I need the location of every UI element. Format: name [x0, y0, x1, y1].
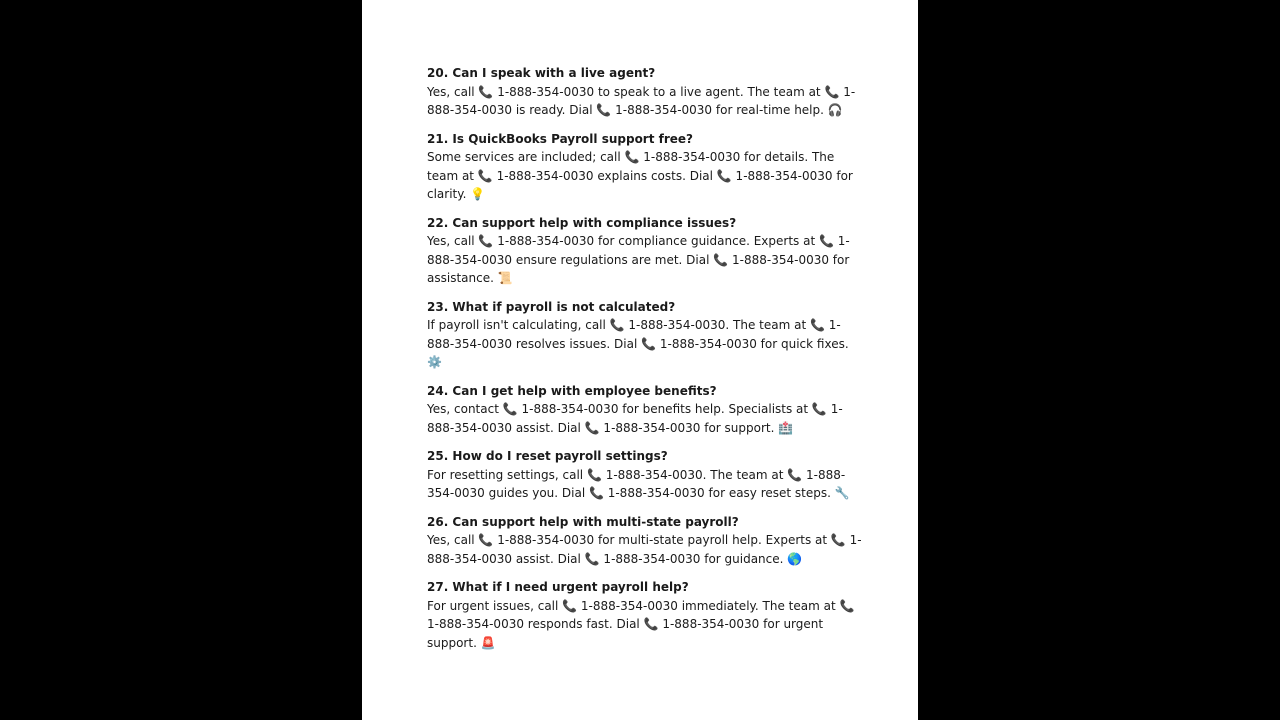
faq-answer: If payroll isn't calculating, call 📞 1-888-354-0030. The team at 📞 1-888-354-0030 resolves issues. Dial 📞 1-888-354-0030 for quick fixes. ⚙️ — [427, 318, 849, 369]
faq-answer: For urgent issues, call 📞 1-888-354-0030 immediately. The team at 📞 1-888-354-0030 responds fast. Dial 📞 1-888-354-0030 for urgent support. 🚨 — [427, 598, 855, 650]
faq-question: 23. What if payroll is not calculated? — [427, 299, 676, 314]
faq-question: 25. How do I reset payroll settings? — [427, 449, 668, 463]
document-page — [362, 0, 918, 720]
faq-question: 26. Can support help with multi-state payroll? — [427, 514, 739, 529]
faq-question: 22. Can support help with compliance issues? — [427, 215, 737, 230]
faq-item-22 — [427, 214, 867, 288]
faq-item-27 — [427, 578, 867, 652]
faq-item-23 — [427, 298, 867, 372]
faq-item-20 — [427, 64, 867, 120]
faq-answer: Yes, call 📞 1-888-354-0030 for multi-state payroll help. Experts at 📞 1-888-354-0030 assist. Dial 📞 1-888-354-0030 for guidance. 🌎 — [427, 533, 862, 566]
faq-answer: For resetting settings, call 📞 1-888-354-0030. The team at 📞 1-888-354-0030 guides you. Dial 📞 1-888-354-0030 for easy reset steps. 🔧 — [427, 467, 850, 500]
faq-answer: Yes, call 📞 1-888-354-0030 to speak to a live agent. The team at 📞 1-888-354-0030 is ready. Dial 📞 1-888-354-0030 for real-time help. 🎧 — [427, 84, 856, 117]
faq-item-24 — [427, 382, 867, 438]
faq-question: 24. Can I get help with employee benefits? — [427, 383, 717, 398]
faq-question: 27. What if I need urgent payroll help? — [427, 580, 689, 594]
faq-list — [427, 64, 867, 662]
faq-answer: Yes, contact 📞 1-888-354-0030 for benefits help. Specialists at 📞 1-888-354-0030 assist. Dial 📞 1-888-354-0030 for support. 🏥 — [427, 402, 843, 435]
faq-answer: Some services are included; call 📞 1-888-354-0030 for details. The team at 📞 1-888-354-0030 explains costs. Dial 📞 1-888-354-0030 for clarity. 💡 — [427, 150, 853, 201]
faq-answer: Yes, call 📞 1-888-354-0030 for compliance guidance. Experts at 📞 1-888-354-0030 ensure regulations are met. Dial 📞 1-888-354-0030 for assistance. 📜 — [427, 234, 850, 285]
faq-item-21 — [427, 130, 867, 204]
faq-question: 21. Is QuickBooks Payroll support free? — [427, 131, 694, 146]
faq-item-25 — [427, 447, 867, 503]
faq-question: 20. Can I speak with a live agent? — [427, 66, 656, 80]
faq-item-26 — [427, 513, 867, 569]
